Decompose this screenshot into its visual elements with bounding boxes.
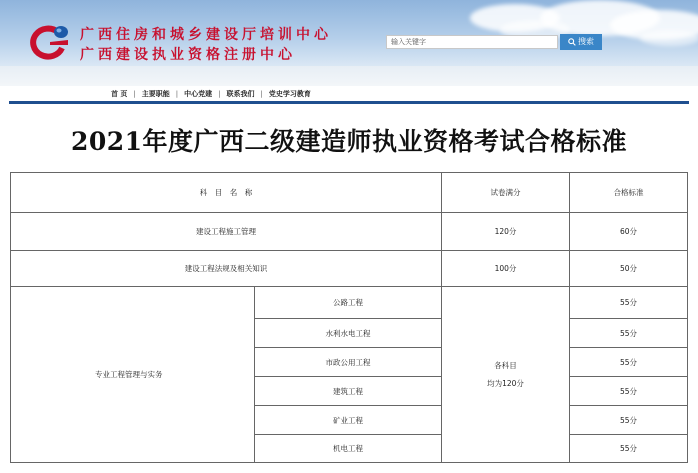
sub-subject-cell: 机电工程 (255, 435, 442, 463)
org-name-line2: 广西建设执业资格注册中心 (80, 47, 296, 63)
pass-score-cell: 55分 (570, 377, 688, 406)
page-title: 2021年度广西二级建造师执业资格考试合格标准 (70, 127, 628, 156)
nav-separator: | (218, 89, 221, 98)
org-name-line1: 广西住房和城乡建设厅培训中心 (80, 27, 332, 43)
table-row (11, 213, 688, 251)
pass-score-cell: 60分 (570, 213, 688, 251)
header-full-score: 试卷满分 (442, 173, 570, 213)
header-pass-score: 合格标准 (570, 173, 688, 213)
pass-score-cell: 55分 (570, 406, 688, 435)
full-score-cell: 100分 (442, 251, 570, 287)
table-row (11, 287, 688, 319)
nav-item-contact[interactable]: 联系我们 (226, 89, 255, 98)
table-row (11, 251, 688, 287)
nav-item-functions[interactable]: 主要职能 (141, 89, 170, 98)
org-logo-icon[interactable] (28, 24, 72, 60)
nav-divider (9, 101, 689, 104)
pass-score-cell: 55分 (570, 348, 688, 377)
nav-item-home[interactable]: 首 页 (111, 89, 128, 98)
pass-score-cell: 55分 (570, 435, 688, 463)
sub-subject-cell: 矿业工程 (255, 406, 442, 435)
full-score-cell: 120分 (442, 213, 570, 251)
sub-subject-cell: 市政公用工程 (255, 348, 442, 377)
nav-separator: | (260, 89, 263, 98)
pass-score-cell: 55分 (570, 319, 688, 348)
subject-cell: 建设工程施工管理 (11, 213, 442, 251)
search-button-label: 搜索 (578, 37, 594, 46)
full-score-note-line2: 均为120分 (487, 378, 524, 388)
cloud-decoration (640, 30, 698, 46)
search-input[interactable]: 输入关键字 (386, 35, 558, 49)
header-banner (0, 0, 698, 86)
table-header-row (11, 173, 688, 213)
nav-item-history-education[interactable]: 党史学习教育 (268, 89, 311, 98)
professional-group-cell: 专业工程管理与实务 (11, 287, 255, 463)
pass-standard-table (10, 172, 688, 463)
nav-separator: | (133, 89, 136, 98)
nav-separator: | (175, 89, 179, 98)
sub-subject-cell: 公路工程 (255, 287, 442, 319)
sub-subject-cell: 水利水电工程 (255, 319, 442, 348)
pass-score-cell: 55分 (570, 287, 688, 319)
pass-score-cell: 50分 (570, 251, 688, 287)
header-subject: 科 目 名 称 (11, 173, 442, 213)
search-icon (568, 38, 576, 46)
banner-ground (0, 66, 698, 86)
subject-cell: 建设工程法规及相关知识 (11, 251, 442, 287)
sub-subject-cell: 建筑工程 (255, 377, 442, 406)
nav-item-party[interactable]: 中心党建 (184, 89, 213, 98)
main-nav (9, 86, 689, 101)
professional-full-score-cell (442, 287, 570, 463)
full-score-note-line1: 各科目 (494, 360, 517, 370)
search-button[interactable] (560, 34, 602, 50)
